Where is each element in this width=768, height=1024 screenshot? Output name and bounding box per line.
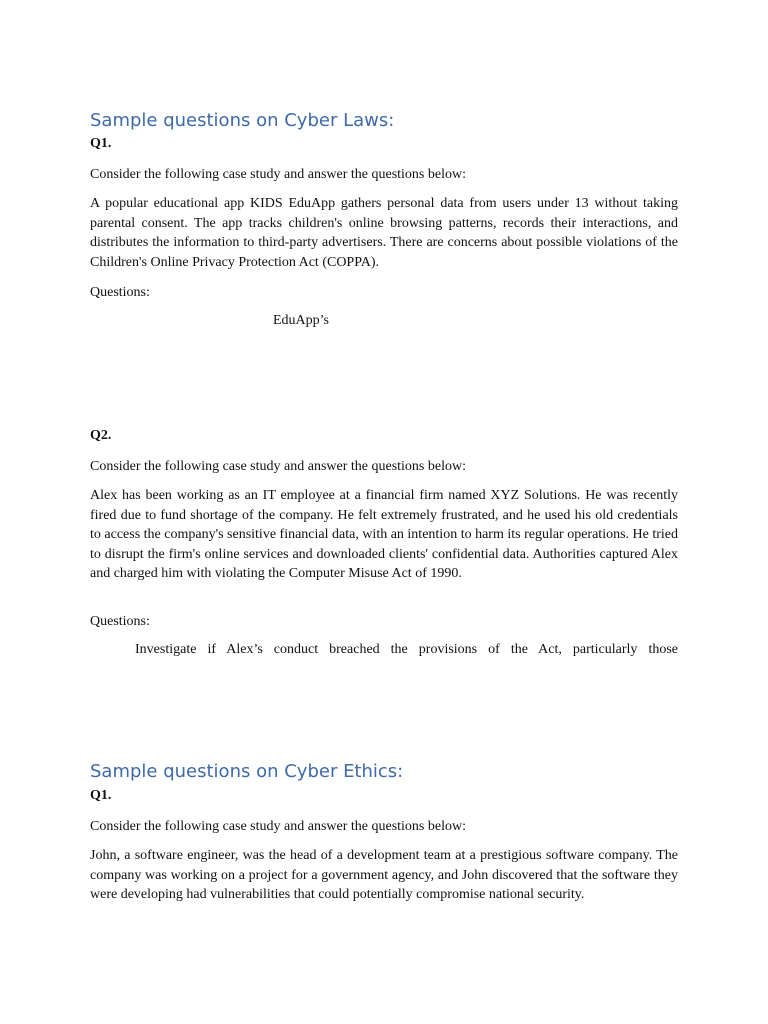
instruction-ethics-q1: Consider the following case study and answer the questions below: <box>90 819 466 834</box>
instruction-laws-q1: Consider the following case study and answer the questions below: <box>90 167 466 182</box>
question-line-laws-q2: Investigate if Alex’s conduct breached the provisions of the Act, particularly those <box>135 642 678 657</box>
question-label-ethics-q1: Q1. <box>90 788 112 803</box>
question-fragment-laws-q1: EduApp’s <box>273 313 329 328</box>
section-heading-cyber-ethics: Sample questions on Cyber Ethics: <box>90 761 404 782</box>
case-study-ethics-q1: John, a software engineer, was the head of a development team at a prestigious software company. The company was working on a project for a government agency, and John discovered that the software they were developing had vulnerabilities that could potentially compromise national security. <box>90 848 678 902</box>
case-study-laws-q1: A popular educational app KIDS EduApp gathers personal data from users under 13 without taking parental consent. The app tracks children's online browsing patterns, records their interactions, and distributes the information to third-party advertisers. There are concerns about possible violations of the Children's Online Privacy Protection Act (COPPA). <box>90 196 678 270</box>
questions-label-laws-q1: Questions: <box>90 285 150 300</box>
question-label-laws-q1: Q1. <box>90 136 112 151</box>
question-label-laws-q2: Q2. <box>90 428 112 443</box>
questions-label-laws-q2: Questions: <box>90 614 150 629</box>
case-study-laws-q2: Alex has been working as an IT employee at a financial firm named XYZ Solutions. He was recently fired due to fund shortage of the company. He felt extremely frustrated, and he used his old credentials to access the company's sensitive financial data, with an intention to harm its regular operations. He tried to disrupt the firm's online services and downloaded clients' confidential data. Authorities captured Alex and charged him with violating the Computer Misuse Act of 1990. <box>90 488 679 581</box>
instruction-laws-q2: Consider the following case study and answer the questions below: <box>90 459 466 474</box>
section-heading-cyber-laws: Sample questions on Cyber Laws: <box>90 110 395 131</box>
